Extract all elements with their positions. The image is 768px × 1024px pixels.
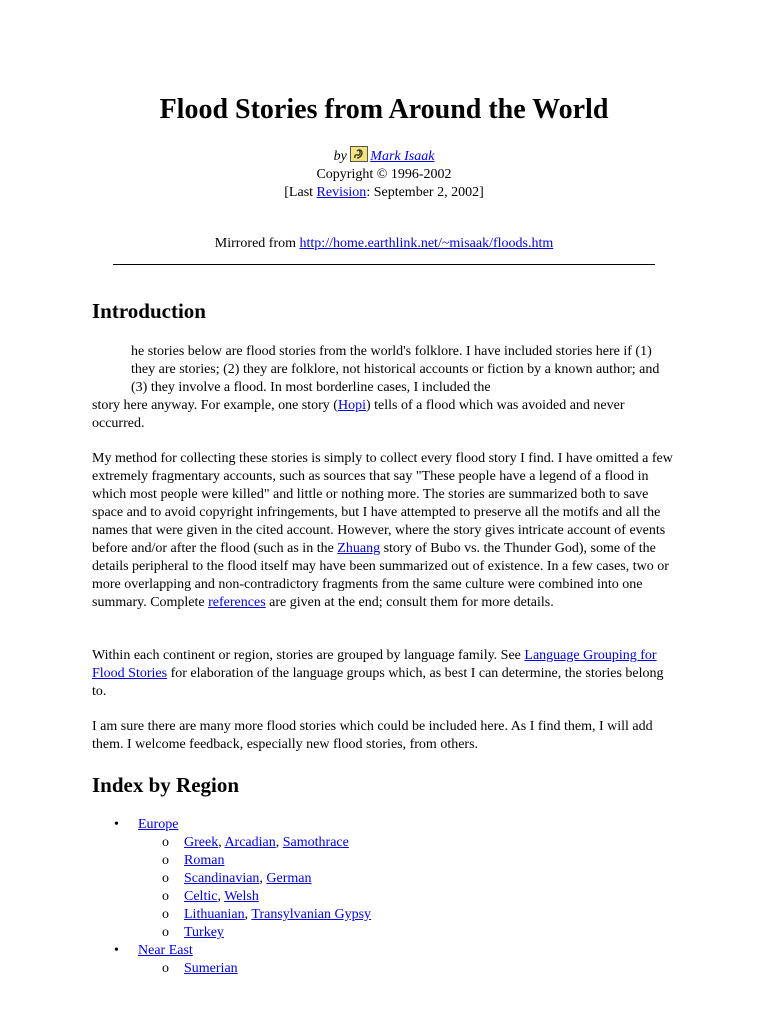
intro-paragraph-1: [92, 343, 676, 433]
separator: ,: [244, 907, 252, 922]
list-item: [138, 888, 371, 906]
link-arcadian[interactable]: Arcadian: [224, 835, 276, 850]
link-scandinavian[interactable]: Scandinavian: [184, 871, 260, 886]
intro-p1-text: story here anyway. For example, one story (: [92, 398, 338, 413]
link-greek[interactable]: Greek: [184, 835, 219, 850]
separator: ,: [217, 889, 225, 904]
intro-paragraph-4: I am sure there are many more flood stories which could be included here. As I find them, I will add them. I welcome feedback, especially new flood stories, from others.: [92, 719, 653, 752]
region-link-europe[interactable]: Europe: [138, 817, 179, 832]
intro-p1-text-end: ) tells of a flood which was avoided and never occurred.: [92, 398, 625, 431]
list-item: [138, 834, 371, 852]
region-item-europe: [92, 816, 371, 942]
region-link-near-east[interactable]: Near East: [138, 943, 193, 958]
link-roman[interactable]: Roman: [184, 853, 225, 868]
link-sumerian[interactable]: Sumerian: [184, 961, 238, 976]
zhuang-link[interactable]: Zhuang: [337, 541, 381, 556]
list-item: [138, 870, 371, 888]
list-item: [138, 906, 371, 924]
link-lithuanian[interactable]: Lithuanian: [184, 907, 245, 922]
mirror-url-link[interactable]: http://home.earthlink.net/~misaak/floods.htm: [299, 236, 554, 251]
intro-paragraph-2: [92, 450, 676, 612]
link-celtic[interactable]: Celtic: [184, 889, 218, 904]
revision-prefix: [Last: [284, 185, 317, 200]
mirror-line: [0, 235, 768, 253]
horizontal-rule: [113, 264, 655, 265]
mirror-prefix: Mirrored from: [214, 236, 300, 251]
link-welsh[interactable]: Welsh: [224, 889, 259, 904]
language-grouping-link[interactable]: Language Grouping for Flood Stories: [92, 648, 657, 681]
revision-link[interactable]: Revision: [316, 185, 367, 200]
page-title: Flood Stories from Around the World: [159, 94, 609, 125]
copyright: Copyright © 1996-2002: [316, 167, 452, 182]
separator: ,: [275, 835, 283, 850]
link-turkey[interactable]: Turkey: [184, 925, 224, 940]
introduction-heading: Introduction: [92, 299, 206, 323]
scroll-icon: [350, 146, 368, 162]
separator: ,: [259, 871, 267, 886]
intro-p2-text-end: are given at the end; consult them for more details.: [265, 595, 554, 610]
byline-by: by: [333, 149, 347, 164]
intro-p1-indented: he stories below are flood stories from the world's folklore. I have included stories here if (1) they are stories; (2) they are folklore, not historical accounts or fiction by a known author; and (3) they involve a flood. In most borderline cases, I included the: [131, 344, 660, 395]
intro-p3-text-end: for elaboration of the language groups which, as best I can determine, the stories belong to.: [92, 666, 664, 699]
intro-p3-text: Within each continent or region, stories are grouped by language family. See: [92, 648, 525, 663]
intro-paragraph-3: [92, 647, 676, 701]
intro-p2-text-mid: story of Bubo vs. the Thunder God), some of the details peripheral to the flood itself may have been summarized out of existence. In a few cases, two or more overlapping and non-contradictory fragments from the same culture were combined into one summary. Complete: [92, 541, 669, 610]
list-item: [138, 924, 371, 942]
region-list: [92, 816, 371, 978]
separator: ,: [218, 835, 225, 850]
list-item: [138, 960, 371, 978]
list-item: [138, 852, 371, 870]
europe-sublist: [138, 834, 371, 942]
link-transylvanian-gypsy[interactable]: Transylvanian Gypsy: [251, 907, 372, 922]
intro-p2-text: My method for collecting these stories is simply to collect every flood story I find. I have omitted a few extremely fragmentary accounts, such as sources that say "These people have a legend of a flood in which most people were killed" and little or nothing more. The stories are summarized both to save space and to avoid copyright infringements, but I have attempted to preserve all the motifs and all the names that were given in the cited account. However, where the story gives intricate account of events before and/or after the flood (such as in the: [92, 451, 673, 556]
author-name: Mark Isaak: [370, 149, 435, 164]
region-item-near-east: [92, 942, 371, 978]
last-revision: [0, 184, 768, 202]
hopi-link[interactable]: Hopi: [337, 398, 366, 413]
near-east-sublist: [138, 960, 371, 978]
byline: [0, 146, 768, 202]
index-heading: Index by Region: [92, 773, 240, 797]
references-link[interactable]: references: [208, 595, 266, 610]
link-samothrace[interactable]: Samothrace: [282, 835, 349, 850]
author-link[interactable]: [350, 149, 434, 164]
link-german[interactable]: German: [266, 871, 312, 886]
revision-date: : September 2, 2002]: [366, 185, 484, 200]
